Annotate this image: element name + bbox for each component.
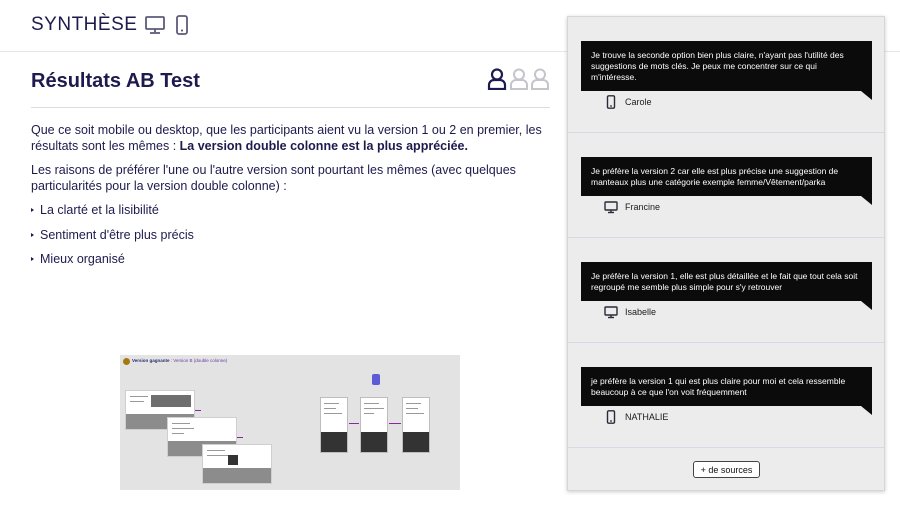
author-name: Isabelle xyxy=(625,307,657,317)
list-item: Sentiment d'être plus précis xyxy=(31,227,194,252)
preview-label-rest: : Version B (double colonne) xyxy=(169,358,228,363)
reasons-paragraph: Les raisons de préférer l'une ou l'autre version sont pourtant les mêmes (avec quelques particularités pour la version double colonne) : xyxy=(31,163,516,193)
preview-label xyxy=(132,358,227,363)
quote-author xyxy=(604,200,660,214)
list-item: Mieux organisé xyxy=(31,251,194,276)
author-name: Francine xyxy=(625,202,661,212)
quote-card xyxy=(568,343,884,448)
page-title: SYNTHÈSE xyxy=(31,14,138,35)
quote-author xyxy=(604,95,652,109)
more-sources-button[interactable]: + de sources xyxy=(693,461,760,478)
mobile-icon xyxy=(604,95,618,109)
reasons-list xyxy=(31,202,194,276)
user-switcher xyxy=(487,68,551,92)
summary-paragraph xyxy=(31,122,550,154)
mobile-screen-thumbnail xyxy=(402,397,430,453)
user-icon[interactable] xyxy=(530,68,550,90)
mobile-icon xyxy=(372,374,380,385)
quote-card xyxy=(568,133,884,238)
quote-author xyxy=(604,410,668,424)
quote-author xyxy=(604,305,656,319)
quote-bubble: je préfère la version 1 qui est plus claire pour moi et cela ressemble beaucoup à ce que l'on voit fréquemment xyxy=(581,367,872,406)
desktop-icon xyxy=(604,305,618,319)
summary-text: Que ce soit mobile ou desktop, que les participants aient vu la version 1 ou 2 en premier, les résultats sont les mêmes : xyxy=(31,123,542,153)
desktop-icon xyxy=(604,200,618,214)
desktop-screen-thumbnail xyxy=(202,444,272,484)
quote-bubble: Je préfère la version 2 car elle est plus précise une suggestion de manteaux plus une catégorie exemple femme/Vêtement/parka xyxy=(581,157,872,196)
desktop-icon[interactable] xyxy=(144,15,166,35)
quote-card xyxy=(568,238,884,343)
mobile-screen-thumbnail xyxy=(360,397,388,453)
ab-test-preview-image xyxy=(120,355,460,490)
preview-label-bold: Version gagnante xyxy=(132,358,170,363)
user-icon[interactable] xyxy=(487,68,507,90)
mobile-icon[interactable] xyxy=(173,15,191,35)
author-name: NATHALIE xyxy=(625,412,669,422)
quote-card xyxy=(568,17,884,133)
user-icon[interactable] xyxy=(509,68,529,90)
summary-conclusion: La version double colonne est la plus appréciée. xyxy=(179,139,468,153)
divider xyxy=(31,107,550,108)
author-name: Carole xyxy=(625,97,652,107)
mobile-screen-thumbnail xyxy=(320,397,348,453)
quote-bubble: Je préfère la version 1, elle est plus détaillée et le fait que tout cela soit regroupé me semble plus simple pour s'y retrouver xyxy=(581,262,872,301)
winner-badge-icon xyxy=(123,358,130,365)
quote-bubble: Je trouve la seconde option bien plus claire, n'ayant pas l'utilité des suggestions de mots clés. Je peux me concentrer sur ce qui m'intéresse. xyxy=(581,41,872,91)
list-item: La clarté et la lisibilité xyxy=(31,202,194,227)
quotes-panel xyxy=(567,16,885,491)
mobile-icon xyxy=(604,410,618,424)
section-title: Résultats AB Test xyxy=(31,70,200,92)
